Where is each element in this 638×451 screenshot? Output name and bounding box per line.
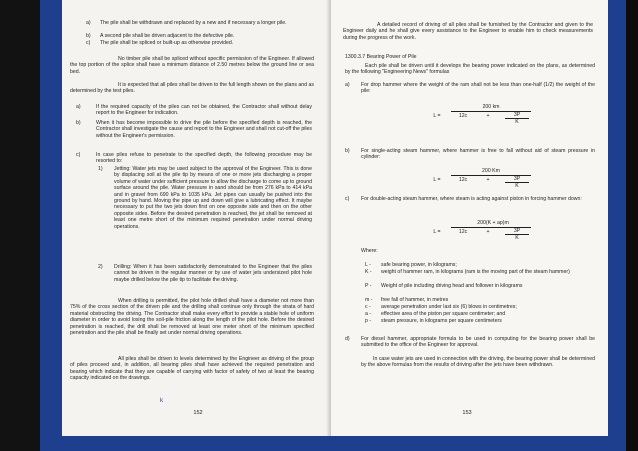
item-label: c) xyxy=(76,152,81,158)
formula-numerator: 200 Km xyxy=(482,168,500,174)
item-label: d) xyxy=(345,336,350,342)
formula-plus: + xyxy=(486,229,490,235)
item-label: b) xyxy=(76,120,81,126)
formula-denominator: 12c xyxy=(458,229,468,235)
paragraph-all-piles: All piles shall be driven to levels determined by the Engineer as driving of the group of piles proceed and, in addition, all bearing piles shall have achieved the required penetration and bearing which indicate that they are capable of carrying with factor of safety of two at least the bearing capacity indicated on the drawings. xyxy=(70,356,314,382)
definition-symbol: L - xyxy=(365,262,371,268)
item-label: b) xyxy=(345,148,350,154)
section-title: 1300.3.7 Bearing Power of Pile xyxy=(345,54,417,60)
where-label: Where: xyxy=(361,248,378,254)
item-label: c) xyxy=(345,196,350,202)
definition-text: free fall of hammer, in metres xyxy=(381,297,449,303)
page-number: 152 xyxy=(193,410,203,416)
formula-denominator: 12c xyxy=(458,177,468,183)
item-label: 2) xyxy=(98,264,103,270)
item-label: a) xyxy=(76,104,81,110)
list-item-drilling: Drilling: When it has been satisfactorily demonstrated to the Engineer that the piles cannot be driven in the regular manner or by use of water jets undersized pilot hole maybe drilled below the pile tip to facilitate the driving. xyxy=(114,264,312,283)
paragraph-water-jets: In case water jets are used in connection with the driving, the bearing power shall be determined by the above formulas from the results of driving after the jets have been withdrawn. xyxy=(361,356,595,369)
formula-lhs: L = xyxy=(433,177,441,183)
formula-term: 3P xyxy=(513,228,521,234)
item-label: 1) xyxy=(98,166,103,172)
formula-numerator: 200(K + ap)m xyxy=(477,220,509,226)
formula-term: K xyxy=(515,235,519,241)
item-label: b) xyxy=(86,33,91,39)
formula-term: 3P xyxy=(513,176,521,182)
left-page xyxy=(62,0,331,436)
paragraph-timber: No timber pile shall be spliced without specific permission of the Engineer. If allowed the top portion of the splice shall have a minimum distance of 2.50 metres below the ground line or sea bed. xyxy=(70,56,314,75)
definition-symbol: a - xyxy=(365,311,372,317)
list-item: In case piles refuse to penetrate to the specified depth, the following procedure may be resorted to: xyxy=(96,152,312,165)
paragraph-drilling: When drilling is permitted, the pilot hole drilled shall have a diameter not more than 75% of the cross section of the driven pile and the drilling shall continue only through the strata of hard material obstructing the driving. The Contractor shall make every effort to provide a stable hole of uniform diameter in order to avoid losing the soil-pile friction along the length of the pilot hole. Before the desired penetration is reached, the drill shall be removed at least one meter short of the minimum specified penetration and the pile shall be finally set under normal driving operations. xyxy=(70,298,314,337)
binder-cover-left xyxy=(40,0,62,451)
paragraph-bearing: Each pile shall be driven until it develops the bearing power indicated on the plans, as determined by the following "Engineering News" formulas xyxy=(345,63,595,76)
definition-symbol: K - xyxy=(365,269,372,275)
list-item-jetting: Jetting: Water jets may be used subject to the approval of the Engineer. This is done by displacing soil at the pile tip by means of one or more jets discharging a proper volume of water under sufficient pressure to allow the discharge to come up to ground surface around the pile. Water pressure in sand should be from 276 kPa to 414 kPa and in gravel from 690 kPa to 1035 kPa. Jet pipes can usually be pushed into the ground by hand. Moving the pipe up and down will give a lubricating effect. It maybe necessary to put the two jets down first on one opposite side and then on the other opposite sides. Before the desired penetration is reached, the jet shall be removed at least one metre short of the minimum required penetration under normal driving operations. xyxy=(114,166,312,230)
formula-term: K xyxy=(515,119,519,125)
definition-text: average penetration under last six (6) blows in centimetres; xyxy=(381,304,517,310)
list-item: For diesel hammer, appropriate formula to be used in computing for the bearing power shall be submitted to the office of the Engineer for approval. xyxy=(361,336,595,349)
definition-symbol: c - xyxy=(365,304,371,310)
binder-cover-right xyxy=(608,0,626,451)
paragraph-expected: It is expected that all piles shall be driven to the full length shown on the plans and as determined by the test piles. xyxy=(70,82,314,95)
definition-text: weight of hammer ram, in kilograms (ram is the moving part of the steam hammer) xyxy=(381,269,570,275)
formula-lhs: L = xyxy=(433,229,441,235)
formula-plus: + xyxy=(486,113,490,119)
list-item: The pile shall be spliced or built-up as otherwise provided. xyxy=(100,40,234,46)
definition-symbol: P - xyxy=(365,283,372,289)
paragraph-record: A detailed record of driving of all piles shall be furnished by the Contractor and given to the Engineer daily and he shall give every assistance to the Engineer to enable him to check measurements during the progress of the work. xyxy=(343,22,593,41)
list-item: For single-acting steam hammer, where hammer is free to fall without aid of steam pressure in cylinder: xyxy=(361,148,595,161)
binder-cover-bottom xyxy=(40,436,626,451)
formula-numerator: 200 km xyxy=(482,104,500,110)
handwritten-mark: k xyxy=(160,398,163,404)
definition-text: Weight of pile including driving head and follower in kilograms xyxy=(381,283,523,289)
definition-text: safe bearing power, in kilograms; xyxy=(381,262,457,268)
formula-term: K xyxy=(515,183,519,189)
formula-drop-hammer xyxy=(331,104,608,140)
scan-background-right xyxy=(624,0,638,451)
formula-plus: + xyxy=(486,177,490,183)
list-item: When it has become impossible to drive the pile before the specified depth is reached, the Contractor shall investigate the cause and report to the Engineer and shall not cut-off the piles without the Engineer's permission. xyxy=(96,120,312,139)
item-label: c) xyxy=(86,40,91,46)
right-page xyxy=(331,0,608,436)
item-label: a) xyxy=(86,20,91,26)
definition-symbol: p - xyxy=(365,318,372,324)
definition-text: steam pressure, in kilograms per square centimeters xyxy=(381,318,502,324)
list-item: For double-acting steam hammer, where steam is acting against piston in forcing hammer down: xyxy=(361,196,582,202)
definition-symbol: m - xyxy=(365,297,373,303)
formula-lhs: L = xyxy=(433,113,441,119)
formula-term: 3P xyxy=(513,112,521,118)
definition-text: effective area of the piston per square centimeter; and xyxy=(381,311,506,317)
list-item: If the required capacity of the piles can not be obtained, the Contractor shall without delay report to the Engineer for indication. xyxy=(96,104,312,117)
page-number: 153 xyxy=(462,410,472,416)
list-item: For drop hammer where the weight of the ram shall not be less than one-half (1/2) the weight of the pile: xyxy=(361,82,595,95)
list-item: A second pile shall be driven adjacent to the defective pile. xyxy=(100,33,235,39)
list-item: The pile shall be withdrawn and replaced by a new and if necessary a longer pile. xyxy=(100,20,287,26)
item-label: a) xyxy=(345,82,350,88)
formula-denominator: 12c xyxy=(458,113,468,119)
